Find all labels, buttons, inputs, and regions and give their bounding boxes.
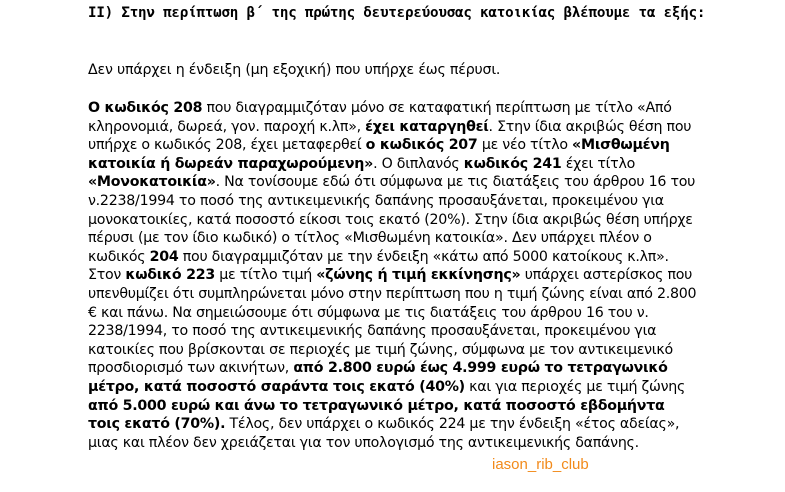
bold-run: κωδικός 241 bbox=[463, 155, 562, 172]
bold-run: «Μονοκατοικία» bbox=[88, 174, 216, 191]
bold-run: έχει καταργηθεί bbox=[365, 118, 489, 135]
text-run: και για περιοχές με τιμή ζώνης bbox=[464, 378, 686, 395]
bold-run: από 2.800 ευρώ έως 4.999 ευρώ το τετραγωνικό μέτρο, κατά ποσοστό σαράντα τοις εκατό (40%) bbox=[88, 360, 668, 395]
bold-run: «ζώνης ή τιμή εκκίνησης» bbox=[316, 267, 521, 284]
text-run: που διαγραμμιζόταν με την ένδειξη «κάτω από 5000 κατοίκους κ.λπ». Στον bbox=[88, 248, 669, 284]
text-run: . Ο διπλανός bbox=[373, 155, 464, 172]
intro-sentence: Δεν υπάρχει η ένδειξη (μη εξοχική) που υπήρχε έως πέρυσι. bbox=[88, 62, 501, 78]
text-run: που διαγραμμιζόταν μόνο σε καταφατική περίπτωση με τίτλο «Από κληρονομιά, δωρεά, γον. παροχή κ.λπ», bbox=[88, 100, 672, 135]
bold-run: ο κωδικός 207 bbox=[365, 137, 478, 154]
bold-run: «Μισθωμένη κατοικία ή δωρεάν παραχωρούμενη» bbox=[88, 137, 670, 172]
text-run: . Στην ίδια ακριβώς θέση που υπήρχε ο κωδικός 208, έχει μεταφερθεί bbox=[88, 118, 692, 154]
bold-run: από 5.000 ευρώ και άνω το τετραγωνικό μέτρο, κατά ποσοστό εβδομήντα τοις εκατό (70%). bbox=[88, 397, 665, 433]
bold-run: 204 bbox=[149, 248, 179, 265]
bold-run: κωδικό 223 bbox=[125, 267, 215, 284]
section-heading: ΙΙ) Στην περίπτωση β΄ της πρώτης δευτερεύουσας κατοικίας βλέπουμε τα εξής: bbox=[88, 5, 706, 21]
text-run: . Να τονίσουμε εδώ ότι σύμφωνα με τις διατάξεις του άρθρου 16 του ν.2238/1994 το ποσό της αντικειμενικής δαπάνης προσαυξάνεται, προκειμένου για μονοκατοικίες, κατά ποσοστό είκοσι τοις εκατό (20%). Στην ίδια ακριβώς θέση υπήρχε πέρυσι (με τον ίδιο κωδικό) ο τίτλος «Μισθωμένη κατοικία». Δεν υπάρχει πλέον ο κωδικός bbox=[88, 174, 696, 265]
text-run: έχει τίτλο bbox=[561, 155, 636, 172]
text-run: με νέο τίτλο bbox=[477, 137, 573, 154]
text-run: υπάρχει αστερίσκος που υπενθυμίζει ότι συμπληρώνεται μόνο στην περίπτωση που η τιμή ζώνης είναι από 2.800 € και πάνω. Να σημειώσουμε ότι σύμφωνα με τις διατάξεις του άρθρου 16 του ν. 2238/1994, το ποσό της αντικειμενικής δαπάνης προσαυξάνεται, προκειμένου για κατοικίες που βρίσκονται σε περιοχές με τιμή ζώνης, σύμφωνα με τον αντικειμενικό προσδιορισμό των ακινήτων, bbox=[88, 267, 697, 377]
main-paragraph bbox=[88, 99, 700, 452]
watermark-text: iason_rib_club bbox=[492, 456, 589, 473]
text-run: Τέλος, δεν υπάρχει ο κωδικός 224 με την ένδειξη «έτος αδείας», μιας και πλέον δεν χρειάζεται για τον υπολογισμό της αντικειμενικής δαπάνης. bbox=[88, 416, 680, 451]
text-run: με τίτλο τιμή bbox=[214, 267, 317, 284]
bold-run: Ο κωδικός 208 bbox=[88, 100, 203, 116]
